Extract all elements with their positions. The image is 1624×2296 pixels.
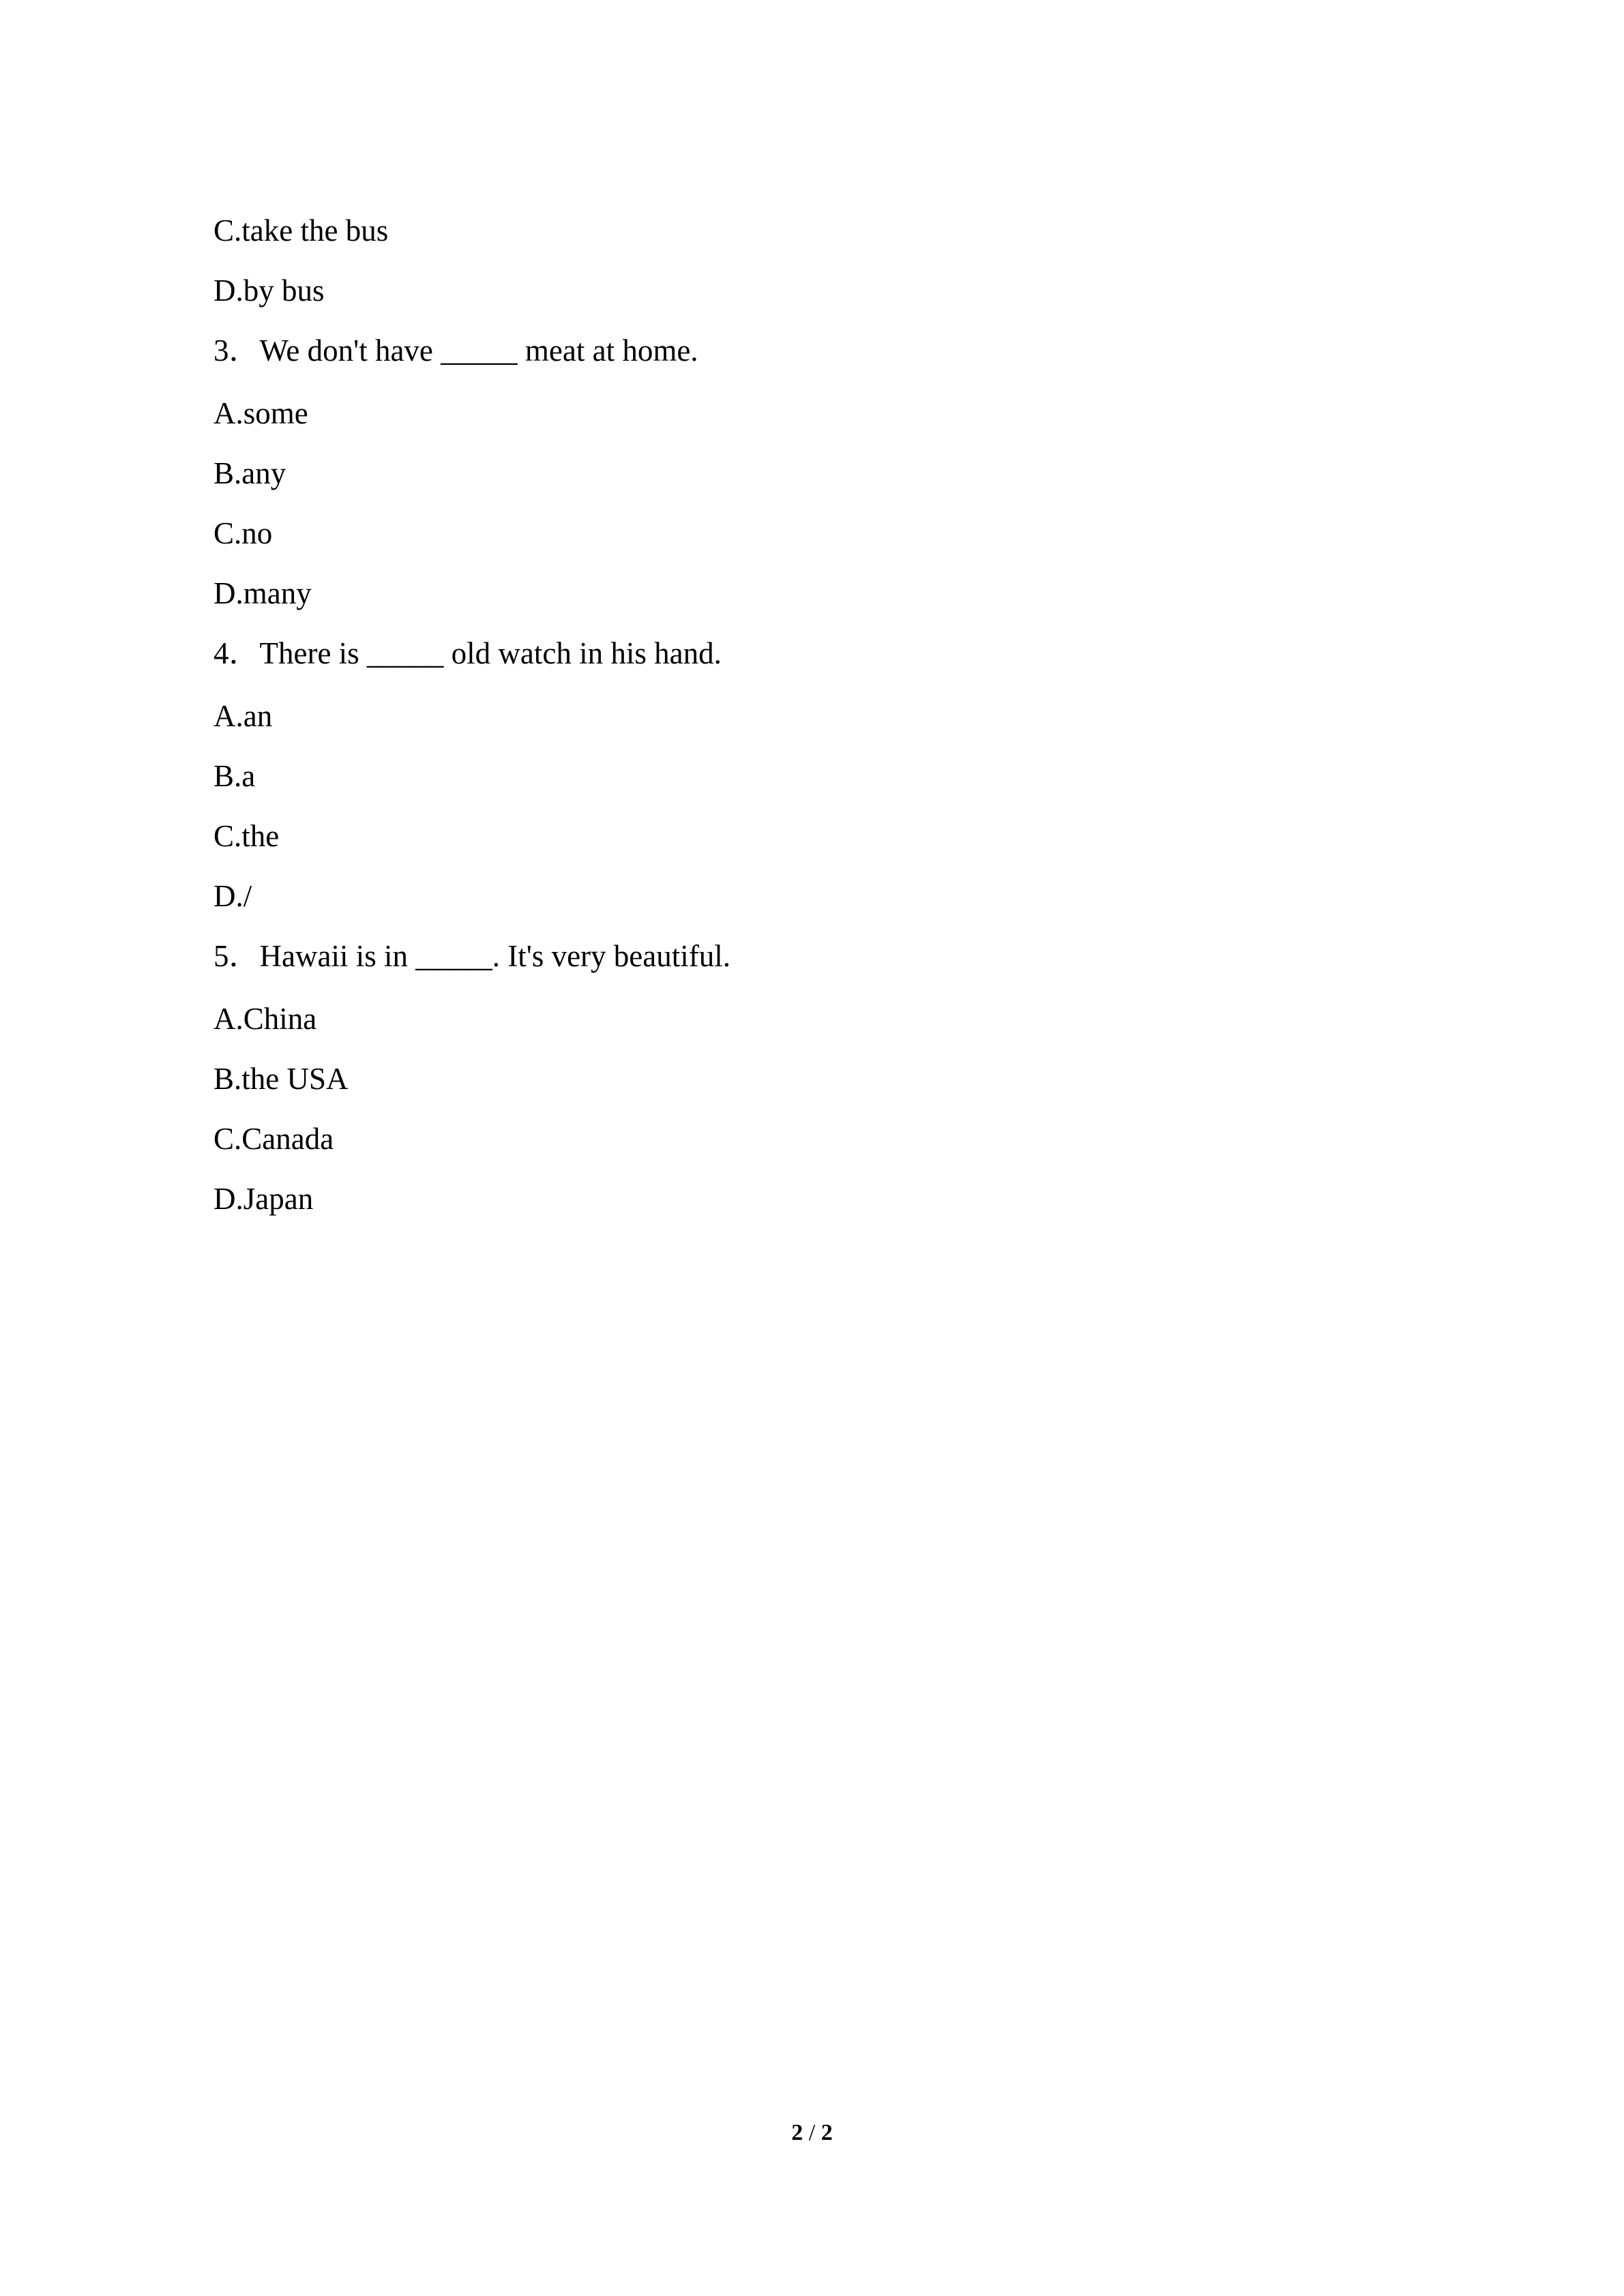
option-line: A.an: [213, 699, 273, 733]
question-line: 5．Hawaii is in _____. It's very beautiful.: [213, 939, 730, 973]
page-content: [213, 213, 1414, 1242]
total-pages-number: 2: [821, 2120, 833, 2145]
option-line: D.Japan: [213, 1182, 314, 1216]
option-line: D.by bus: [213, 273, 325, 308]
option-line: C.take the bus: [213, 213, 389, 248]
option-line: C.no: [213, 516, 273, 550]
current-page-number: 2: [791, 2120, 803, 2145]
page-number-footer: [0, 2119, 1624, 2147]
option-line: A.China: [213, 1002, 317, 1036]
option-line: C.the: [213, 819, 280, 853]
option-line: C.Canada: [213, 1122, 334, 1156]
question-line: 3．We don't have _____ meat at home.: [213, 333, 698, 368]
page-separator: /: [803, 2120, 821, 2145]
option-line: D./: [213, 879, 252, 913]
question-line: 4．There is _____ old watch in his hand.: [213, 636, 722, 670]
option-line: B.any: [213, 456, 286, 490]
option-line: B.a: [213, 759, 256, 793]
option-line: D.many: [213, 576, 312, 610]
option-line: A.some: [213, 396, 308, 430]
option-line: B.the USA: [213, 1062, 349, 1096]
